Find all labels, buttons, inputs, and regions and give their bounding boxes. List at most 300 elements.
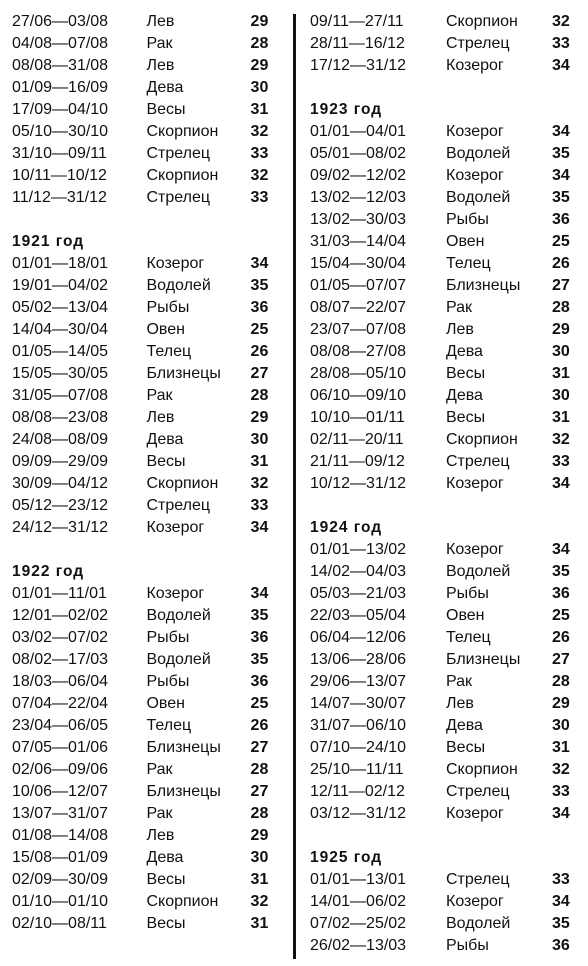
table-row <box>310 165 588 187</box>
zodiac-sign: Овен <box>446 233 485 250</box>
table-row <box>310 11 588 33</box>
date-range: 24/12—31/12 <box>12 519 109 536</box>
zodiac-sign: Близнецы <box>446 277 521 294</box>
zodiac-sign: Водолей <box>446 915 511 932</box>
zodiac-sign: Лев <box>446 321 474 338</box>
table-row <box>12 55 280 77</box>
zodiac-sign: Лев <box>146 827 175 844</box>
zodiac-sign: Близнецы <box>146 783 221 800</box>
table-row <box>12 737 280 759</box>
sign-number: 32 <box>250 893 269 910</box>
zodiac-sign: Рыбы <box>446 211 489 228</box>
table-row <box>12 187 280 209</box>
year-block <box>12 231 280 539</box>
zodiac-sign: Овен <box>446 607 485 624</box>
date-range: 08/08—31/08 <box>12 57 109 74</box>
zodiac-sign: Козерог <box>446 541 504 558</box>
date-range: 05/12—23/12 <box>12 497 109 514</box>
year-block <box>310 11 588 77</box>
date-range: 18/03—06/04 <box>12 673 109 690</box>
zodiac-sign: Весы <box>446 739 486 756</box>
zodiac-sign: Водолей <box>146 277 211 294</box>
sign-number: 35 <box>552 915 570 932</box>
date-range: 01/01—11/01 <box>12 585 107 602</box>
sign-number: 26 <box>250 717 269 734</box>
sign-number: 32 <box>250 167 269 184</box>
zodiac-sign: Весы <box>146 453 186 470</box>
zodiac-sign: Весы <box>146 915 186 932</box>
date-range: 09/09—29/09 <box>12 453 109 470</box>
sign-number: 31 <box>552 365 570 382</box>
zodiac-sign: Весы <box>146 871 186 888</box>
zodiac-sign: Рак <box>146 387 173 404</box>
sign-number: 35 <box>552 189 570 206</box>
table-row <box>310 297 588 319</box>
year-block <box>310 99 588 495</box>
date-range: 05/02—13/04 <box>12 299 109 316</box>
zodiac-sign: Весы <box>446 365 486 382</box>
date-range: 14/07—30/07 <box>310 695 407 712</box>
table-row <box>12 275 280 297</box>
zodiac-sign: Водолей <box>146 651 211 668</box>
zodiac-sign: Лев <box>146 13 175 30</box>
table-row <box>310 781 588 803</box>
table-row <box>12 451 280 473</box>
date-range: 06/10—09/10 <box>310 387 407 404</box>
zodiac-sign: Овен <box>146 695 185 712</box>
sign-number: 30 <box>552 343 570 360</box>
date-range: 01/05—14/05 <box>12 343 109 360</box>
date-range: 12/11—02/12 <box>310 783 405 800</box>
date-range: 03/02—07/02 <box>12 629 109 646</box>
table-row <box>310 253 588 275</box>
sign-number: 35 <box>250 651 269 668</box>
sign-number: 26 <box>250 343 269 360</box>
sign-number: 32 <box>552 761 570 778</box>
date-range: 10/10—01/11 <box>310 409 405 426</box>
sign-number: 32 <box>552 13 570 30</box>
date-range: 31/03—14/04 <box>310 233 407 250</box>
sign-number: 35 <box>250 607 269 624</box>
sign-number: 26 <box>552 629 570 646</box>
date-range: 08/07—22/07 <box>310 299 407 316</box>
date-range: 03/12—31/12 <box>310 805 407 822</box>
zodiac-sign: Телец <box>446 255 491 272</box>
table-row <box>310 627 588 649</box>
table-row <box>12 759 280 781</box>
date-range: 31/07—06/10 <box>310 717 407 734</box>
sign-number: 36 <box>250 673 269 690</box>
sign-number: 25 <box>250 695 269 712</box>
zodiac-sign: Скорпион <box>146 167 219 184</box>
table-row <box>310 121 588 143</box>
sign-number: 32 <box>250 123 269 140</box>
sign-number: 29 <box>552 695 570 712</box>
date-range: 01/01—13/01 <box>310 871 407 888</box>
sign-number: 29 <box>250 13 269 30</box>
date-range: 13/02—30/03 <box>310 211 407 228</box>
zodiac-sign: Рак <box>446 673 473 690</box>
sign-number: 26 <box>552 255 570 272</box>
sign-number: 30 <box>250 849 269 866</box>
sign-number: 32 <box>250 475 269 492</box>
zodiac-sign: Рак <box>446 299 473 316</box>
zodiac-sign: Рыбы <box>146 673 190 690</box>
zodiac-sign: Стрелец <box>146 189 211 206</box>
table-row <box>12 11 280 33</box>
date-range: 31/10—09/11 <box>12 145 107 162</box>
sign-number: 33 <box>250 145 269 162</box>
zodiac-sign: Телец <box>446 629 491 646</box>
table-row <box>12 517 280 539</box>
sign-number: 33 <box>552 453 570 470</box>
zodiac-sign: Стрелец <box>446 453 510 470</box>
sign-number: 29 <box>552 321 570 338</box>
date-range: 14/01—06/02 <box>310 893 407 910</box>
sign-number: 35 <box>552 563 570 580</box>
sign-number: 25 <box>552 607 570 624</box>
sign-number: 33 <box>250 497 269 514</box>
sign-number: 31 <box>250 101 269 118</box>
date-range: 13/07—31/07 <box>12 805 109 822</box>
table-row <box>12 869 280 891</box>
sign-number: 29 <box>250 827 269 844</box>
date-range: 28/11—16/12 <box>310 35 405 52</box>
zodiac-sign: Стрелец <box>446 783 510 800</box>
zodiac-sign: Скорпион <box>146 475 219 492</box>
zodiac-sign: Близнецы <box>146 365 221 382</box>
sign-number: 34 <box>552 475 570 492</box>
sign-number: 33 <box>250 189 269 206</box>
sign-number: 34 <box>250 519 269 536</box>
table-row <box>310 473 588 495</box>
table-row <box>310 231 588 253</box>
date-range: 01/01—13/02 <box>310 541 407 558</box>
left-column <box>12 11 280 935</box>
zodiac-sign: Дева <box>146 79 184 96</box>
date-range: 12/01—02/02 <box>12 607 109 624</box>
zodiac-sign: Дева <box>146 431 184 448</box>
zodiac-sign: Козерог <box>446 893 504 910</box>
column-divider <box>293 14 296 959</box>
date-range: 23/07—07/08 <box>310 321 407 338</box>
table-row <box>12 671 280 693</box>
table-row <box>310 407 588 429</box>
table-row <box>310 209 588 231</box>
sign-number: 31 <box>250 453 269 470</box>
zodiac-sign: Скорпион <box>146 893 219 910</box>
table-row <box>310 363 588 385</box>
table-row <box>12 715 280 737</box>
zodiac-sign: Дева <box>446 717 483 734</box>
table-row <box>310 385 588 407</box>
sign-number: 34 <box>552 541 570 558</box>
table-row <box>12 341 280 363</box>
table-row <box>12 473 280 495</box>
sign-number: 31 <box>250 915 269 932</box>
sign-number: 34 <box>552 893 570 910</box>
zodiac-sign: Близнецы <box>146 739 221 756</box>
date-range: 10/11—10/12 <box>12 167 107 184</box>
zodiac-sign: Рак <box>146 805 173 822</box>
date-range: 09/11—27/11 <box>310 13 404 30</box>
table-row <box>310 803 588 825</box>
sign-number: 29 <box>250 409 269 426</box>
table-row <box>310 693 588 715</box>
table-row <box>310 935 588 957</box>
year-block <box>12 561 280 935</box>
sign-number: 25 <box>552 233 570 250</box>
sign-number: 33 <box>552 35 570 52</box>
table-row <box>310 539 588 561</box>
year-block <box>12 11 280 209</box>
sign-number: 25 <box>250 321 269 338</box>
zodiac-sign: Скорпион <box>446 761 518 778</box>
date-range: 02/06—09/06 <box>12 761 109 778</box>
table-row <box>12 605 280 627</box>
date-range: 14/02—04/03 <box>310 563 407 580</box>
table-row <box>12 649 280 671</box>
table-row <box>12 495 280 517</box>
date-range: 17/12—31/12 <box>310 57 407 74</box>
zodiac-sign: Скорпион <box>446 13 518 30</box>
table-row <box>310 583 588 605</box>
table-row <box>12 253 280 275</box>
sign-number: 28 <box>250 387 269 404</box>
date-range: 01/09—16/09 <box>12 79 109 96</box>
zodiac-sign: Рак <box>146 35 173 52</box>
sign-number: 31 <box>250 871 269 888</box>
date-range: 29/06—13/07 <box>310 673 407 690</box>
year-block <box>310 517 588 825</box>
zodiac-sign: Дева <box>446 387 483 404</box>
date-range: 06/04—12/06 <box>310 629 407 646</box>
date-range: 08/08—23/08 <box>12 409 109 426</box>
sign-number: 30 <box>552 717 570 734</box>
zodiac-sign: Козерог <box>146 519 205 536</box>
date-range: 01/08—14/08 <box>12 827 109 844</box>
sign-number: 30 <box>250 79 269 96</box>
zodiac-sign: Рак <box>146 761 173 778</box>
table-row <box>12 77 280 99</box>
date-range: 22/03—05/04 <box>310 607 407 624</box>
year-heading: 1922 год <box>12 563 85 580</box>
sign-number: 36 <box>250 629 269 646</box>
year-heading: 1923 год <box>310 101 383 118</box>
sign-number: 36 <box>552 211 570 228</box>
date-range: 07/10—24/10 <box>310 739 407 756</box>
date-range: 27/06—03/08 <box>12 13 109 30</box>
zodiac-sign: Лев <box>146 409 175 426</box>
date-range: 07/04—22/04 <box>12 695 109 712</box>
date-range: 14/04—30/04 <box>12 321 109 338</box>
table-row <box>310 341 588 363</box>
sign-number: 28 <box>552 299 570 316</box>
date-range: 02/09—30/09 <box>12 871 109 888</box>
date-range: 09/02—12/02 <box>310 167 407 184</box>
sign-number: 34 <box>552 167 570 184</box>
sign-number: 34 <box>250 585 269 602</box>
table-row <box>310 275 588 297</box>
zodiac-sign: Весы <box>446 409 486 426</box>
date-range: 17/09—04/10 <box>12 101 109 118</box>
table-row <box>310 143 588 165</box>
zodiac-sign: Водолей <box>146 607 211 624</box>
table-row <box>310 319 588 341</box>
date-range: 30/09—04/12 <box>12 475 109 492</box>
table-row <box>12 825 280 847</box>
zodiac-sign: Телец <box>146 717 192 734</box>
year-block <box>310 847 588 957</box>
table-row <box>310 671 588 693</box>
table-row <box>310 649 588 671</box>
sign-number: 27 <box>552 277 570 294</box>
zodiac-sign: Овен <box>146 321 185 338</box>
table-row <box>310 187 588 209</box>
sign-number: 28 <box>250 35 269 52</box>
zodiac-sign: Рыбы <box>446 585 489 602</box>
table-row <box>12 33 280 55</box>
date-range: 15/05—30/05 <box>12 365 109 382</box>
date-range: 01/05—07/07 <box>310 277 407 294</box>
zodiac-sign: Козерог <box>146 255 205 272</box>
table-row <box>12 121 280 143</box>
sign-number: 28 <box>250 761 269 778</box>
table-row <box>12 319 280 341</box>
table-row <box>310 561 588 583</box>
zodiac-sign: Скорпион <box>146 123 219 140</box>
table-row <box>12 143 280 165</box>
sign-number: 36 <box>250 299 269 316</box>
zodiac-sign: Стрелец <box>446 871 510 888</box>
date-range: 05/01—08/02 <box>310 145 407 162</box>
table-row <box>310 913 588 935</box>
zodiac-sign: Стрелец <box>146 145 211 162</box>
zodiac-sign: Весы <box>146 101 186 118</box>
date-range: 05/10—30/10 <box>12 123 109 140</box>
date-range: 25/10—11/11 <box>310 761 404 778</box>
zodiac-sign: Рыбы <box>446 937 489 954</box>
sign-number: 27 <box>552 651 570 668</box>
zodiac-sign: Водолей <box>446 145 511 162</box>
table-row <box>12 847 280 869</box>
zodiac-sign: Телец <box>146 343 192 360</box>
zodiac-sign: Дева <box>146 849 184 866</box>
table-row <box>12 385 280 407</box>
date-range: 02/10—08/11 <box>12 915 107 932</box>
table-row <box>12 165 280 187</box>
right-column <box>310 11 588 957</box>
zodiac-sign: Близнецы <box>446 651 521 668</box>
table-row <box>12 693 280 715</box>
sign-number: 30 <box>250 431 269 448</box>
date-range: 13/02—12/03 <box>310 189 407 206</box>
date-range: 08/08—27/08 <box>310 343 407 360</box>
zodiac-sign: Водолей <box>446 189 511 206</box>
table-row <box>12 781 280 803</box>
date-range: 01/10—01/10 <box>12 893 109 910</box>
table-row <box>310 451 588 473</box>
sign-number: 27 <box>250 365 269 382</box>
sign-number: 33 <box>552 871 570 888</box>
zodiac-sign: Козерог <box>146 585 205 602</box>
zodiac-sign: Стрелец <box>146 497 211 514</box>
zodiac-sign: Водолей <box>446 563 511 580</box>
table-row <box>12 891 280 913</box>
sign-number: 29 <box>250 57 269 74</box>
date-range: 19/01—04/02 <box>12 277 109 294</box>
table-row <box>310 605 588 627</box>
zodiac-sign: Лев <box>146 57 175 74</box>
sign-number: 33 <box>552 783 570 800</box>
zodiac-sign: Козерог <box>446 805 504 822</box>
sign-number: 36 <box>552 937 570 954</box>
year-heading: 1925 год <box>310 849 383 866</box>
table-row <box>310 759 588 781</box>
table-row <box>310 891 588 913</box>
table-row <box>12 429 280 451</box>
sign-number: 34 <box>552 57 570 74</box>
table-row <box>12 363 280 385</box>
date-range: 24/08—08/09 <box>12 431 109 448</box>
date-range: 01/01—04/01 <box>310 123 407 140</box>
sign-number: 28 <box>552 673 570 690</box>
table-row <box>310 869 588 891</box>
table-row <box>310 737 588 759</box>
zodiac-sign: Стрелец <box>446 35 510 52</box>
table-row <box>12 297 280 319</box>
date-range: 31/05—07/08 <box>12 387 109 404</box>
zodiac-sign: Козерог <box>446 475 504 492</box>
date-range: 10/06—12/07 <box>12 783 109 800</box>
table-row <box>310 33 588 55</box>
sign-number: 35 <box>552 145 570 162</box>
table-row <box>310 715 588 737</box>
zodiac-sign: Дева <box>446 343 483 360</box>
zodiac-sign: Козерог <box>446 57 504 74</box>
table-row <box>12 803 280 825</box>
table-row <box>12 627 280 649</box>
sign-number: 36 <box>552 585 570 602</box>
zodiac-sign: Скорпион <box>446 431 518 448</box>
date-range: 04/08—07/08 <box>12 35 109 52</box>
sign-number: 34 <box>552 805 570 822</box>
sign-number: 30 <box>552 387 570 404</box>
zodiac-sign: Рыбы <box>146 299 190 316</box>
sign-number: 34 <box>250 255 269 272</box>
table-row <box>310 55 588 77</box>
date-range: 28/08—05/10 <box>310 365 407 382</box>
date-range: 01/01—18/01 <box>12 255 109 272</box>
sign-number: 32 <box>552 431 570 448</box>
date-range: 07/02—25/02 <box>310 915 407 932</box>
sign-number: 27 <box>250 783 269 800</box>
date-range: 05/03—21/03 <box>310 585 407 602</box>
date-range: 15/08—01/09 <box>12 849 109 866</box>
zodiac-sign: Лев <box>446 695 474 712</box>
zodiac-sign: Козерог <box>446 167 504 184</box>
date-range: 23/04—06/05 <box>12 717 109 734</box>
table-row <box>310 429 588 451</box>
date-range: 10/12—31/12 <box>310 475 407 492</box>
zodiac-sign: Рыбы <box>146 629 190 646</box>
date-range: 21/11—09/12 <box>310 453 405 470</box>
date-range: 02/11—20/11 <box>310 431 404 448</box>
table-row <box>12 99 280 121</box>
table-row <box>12 913 280 935</box>
table-row <box>12 407 280 429</box>
date-range: 08/02—17/03 <box>12 651 109 668</box>
